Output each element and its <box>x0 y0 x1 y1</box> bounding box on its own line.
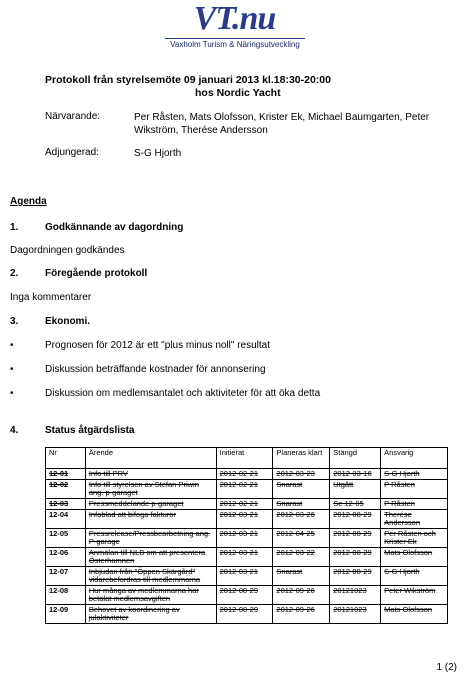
column-header: Ärende <box>85 448 216 469</box>
section-1-text: Dagordningen godkändes <box>10 245 125 256</box>
logo-subtitle: Vaxholm Turism & Näringsutveckling <box>165 38 305 50</box>
cell-responsible: Per Råsten och Krister Ek <box>381 529 448 548</box>
bullet-item <box>10 388 320 399</box>
cell-closed: 20121023 <box>330 605 381 624</box>
cell-nr: 12-01 <box>46 469 86 480</box>
cell-planned: 2012-09-26 <box>273 605 330 624</box>
cell-responsible: P Råsten <box>381 480 448 499</box>
cell-planned: 2012-03-22 <box>273 548 330 567</box>
cell-closed: 2012-08-29 <box>330 529 381 548</box>
cell-issue: Behovet av koordinering av julaktiviteter <box>85 605 216 624</box>
cell-closed: 2012-08-29 <box>330 510 381 529</box>
cell-initiated: 2012-03-21 <box>216 567 273 586</box>
adjunct-label: Adjungerad: <box>45 147 99 158</box>
column-header: Planeras klart <box>273 448 330 469</box>
column-header: Nr <box>46 448 86 469</box>
cell-initiated: 2012-02-21 <box>216 469 273 480</box>
cell-responsible: P Råsten <box>381 499 448 510</box>
section-title: Godkännande av dagordning <box>45 222 184 233</box>
title-line-1: Protokoll från styrelsemöte 09 januari 2013 kl.18:30-20:00 <box>45 74 331 86</box>
section-number: 2. <box>10 268 19 279</box>
section-number: 4. <box>10 425 19 436</box>
cell-issue: Pressrelease/Pressbearbetning ang. P-garage <box>85 529 216 548</box>
cell-issue: Hur många av medlemmarna har betalat medlemsavgiften <box>85 586 216 605</box>
table-row <box>46 586 448 605</box>
cell-nr: 12-02 <box>46 480 86 499</box>
cell-planned: Snarast <box>273 480 330 499</box>
table-row <box>46 548 448 567</box>
cell-planned: 2012-03-26 <box>273 510 330 529</box>
attendees-label: Närvarande: <box>45 111 101 122</box>
section-4-heading <box>10 425 134 436</box>
cell-nr: 12-04 <box>46 510 86 529</box>
bullet-dot: • <box>10 364 14 375</box>
cell-initiated: 2012-02-21 <box>216 480 273 499</box>
cell-nr: 12-07 <box>46 567 86 586</box>
section-title: Föregående protokoll <box>45 268 148 279</box>
cell-issue: Infoblad att bifoga fakturor <box>85 510 216 529</box>
logo-mark: VT.nu <box>193 0 276 37</box>
section-title: Status åtgärdslista <box>45 425 135 436</box>
cell-issue: Inbjudan från "Öppen Skärgård" vidarebefordras till medlemmarna <box>85 567 216 586</box>
adjunct-name: S-G Hjorth <box>134 148 182 159</box>
cell-closed: 2012-03-16 <box>330 469 381 480</box>
cell-closed: 20121023 <box>330 586 381 605</box>
column-header: Stängd <box>330 448 381 469</box>
section-2-heading <box>10 268 147 279</box>
cell-nr: 12-03 <box>46 499 86 510</box>
table-row <box>46 529 448 548</box>
table-row <box>46 510 448 529</box>
table-row <box>46 605 448 624</box>
cell-initiated: 2012-02-21 <box>216 499 273 510</box>
cell-closed: 2012-08-29 <box>330 567 381 586</box>
section-3-heading <box>10 316 90 327</box>
bullet-dot: • <box>10 388 14 399</box>
table-header-row <box>46 448 448 469</box>
agenda-heading: Agenda <box>10 196 47 207</box>
cell-nr: 12-08 <box>46 586 86 605</box>
cell-closed: Utgått <box>330 480 381 499</box>
cell-nr: 12-09 <box>46 605 86 624</box>
cell-responsible: Mats Olofsson <box>381 548 448 567</box>
table-row <box>46 480 448 499</box>
bullet-item <box>10 340 270 351</box>
page-number: 1 (2) <box>436 662 457 673</box>
column-header: Ansvarig <box>381 448 448 469</box>
cell-planned: 2012-03-23 <box>273 469 330 480</box>
column-header: Initierat <box>216 448 273 469</box>
bullet-text: Prognosen för 2012 är ett "plus minus noll" resultat <box>45 340 270 351</box>
title-line-2: hos Nordic Yacht <box>195 87 281 99</box>
section-1-heading <box>10 222 183 233</box>
cell-initiated: 2012-03-21 <box>216 529 273 548</box>
cell-responsible: S-G Hjorth <box>381 469 448 480</box>
cell-initiated: 2012-08-29 <box>216 605 273 624</box>
cell-nr: 12-05 <box>46 529 86 548</box>
section-number: 3. <box>10 316 19 327</box>
cell-planned: 2012-09-26 <box>273 586 330 605</box>
cell-responsible: Peter Wikström <box>381 586 448 605</box>
cell-issue: Info till styrelsen av Stefan Priwin ang. p-garaget <box>85 480 216 499</box>
cell-initiated: 2012-08-29 <box>216 586 273 605</box>
action-list-table <box>45 447 448 624</box>
bullet-text: Diskussion om medlemsantalet och aktiviteter för att öka detta <box>45 388 321 399</box>
table-row <box>46 499 448 510</box>
cell-closed: 2012-08-29 <box>330 548 381 567</box>
cell-issue: Pressmeddelande p-garaget <box>85 499 216 510</box>
cell-responsible: Therése Andersson <box>381 510 448 529</box>
cell-issue: Info till PRV <box>85 469 216 480</box>
bullet-text: Diskussion beträffande kostnader för annonsering <box>45 364 266 375</box>
table-row <box>46 469 448 480</box>
attendees-names: Per Råsten, Mats Olofsson, Krister Ek, Michael Baumgarten, Peter Wikström, Therése Andersson <box>134 112 430 136</box>
bullet-item <box>10 364 266 375</box>
section-title: Ekonomi. <box>45 316 91 327</box>
cell-closed: Se 12-05 <box>330 499 381 510</box>
cell-issue: Anmälan till NLB om att presentera Österhamnen <box>85 548 216 567</box>
cell-planned: Snarast <box>273 499 330 510</box>
table-row <box>46 567 448 586</box>
cell-planned: 2012-04-25 <box>273 529 330 548</box>
section-2-text: Inga kommentarer <box>10 292 92 303</box>
bullet-dot: • <box>10 340 14 351</box>
cell-responsible: S-G Hjorth <box>381 567 448 586</box>
cell-initiated: 2012-03-21 <box>216 548 273 567</box>
cell-nr: 12-06 <box>46 548 86 567</box>
logo <box>0 2 469 36</box>
cell-responsible: Mats Olofsson <box>381 605 448 624</box>
document-title <box>45 74 425 100</box>
section-number: 1. <box>10 222 19 233</box>
cell-planned: Snarast <box>273 567 330 586</box>
cell-initiated: 2012-03-21 <box>216 510 273 529</box>
